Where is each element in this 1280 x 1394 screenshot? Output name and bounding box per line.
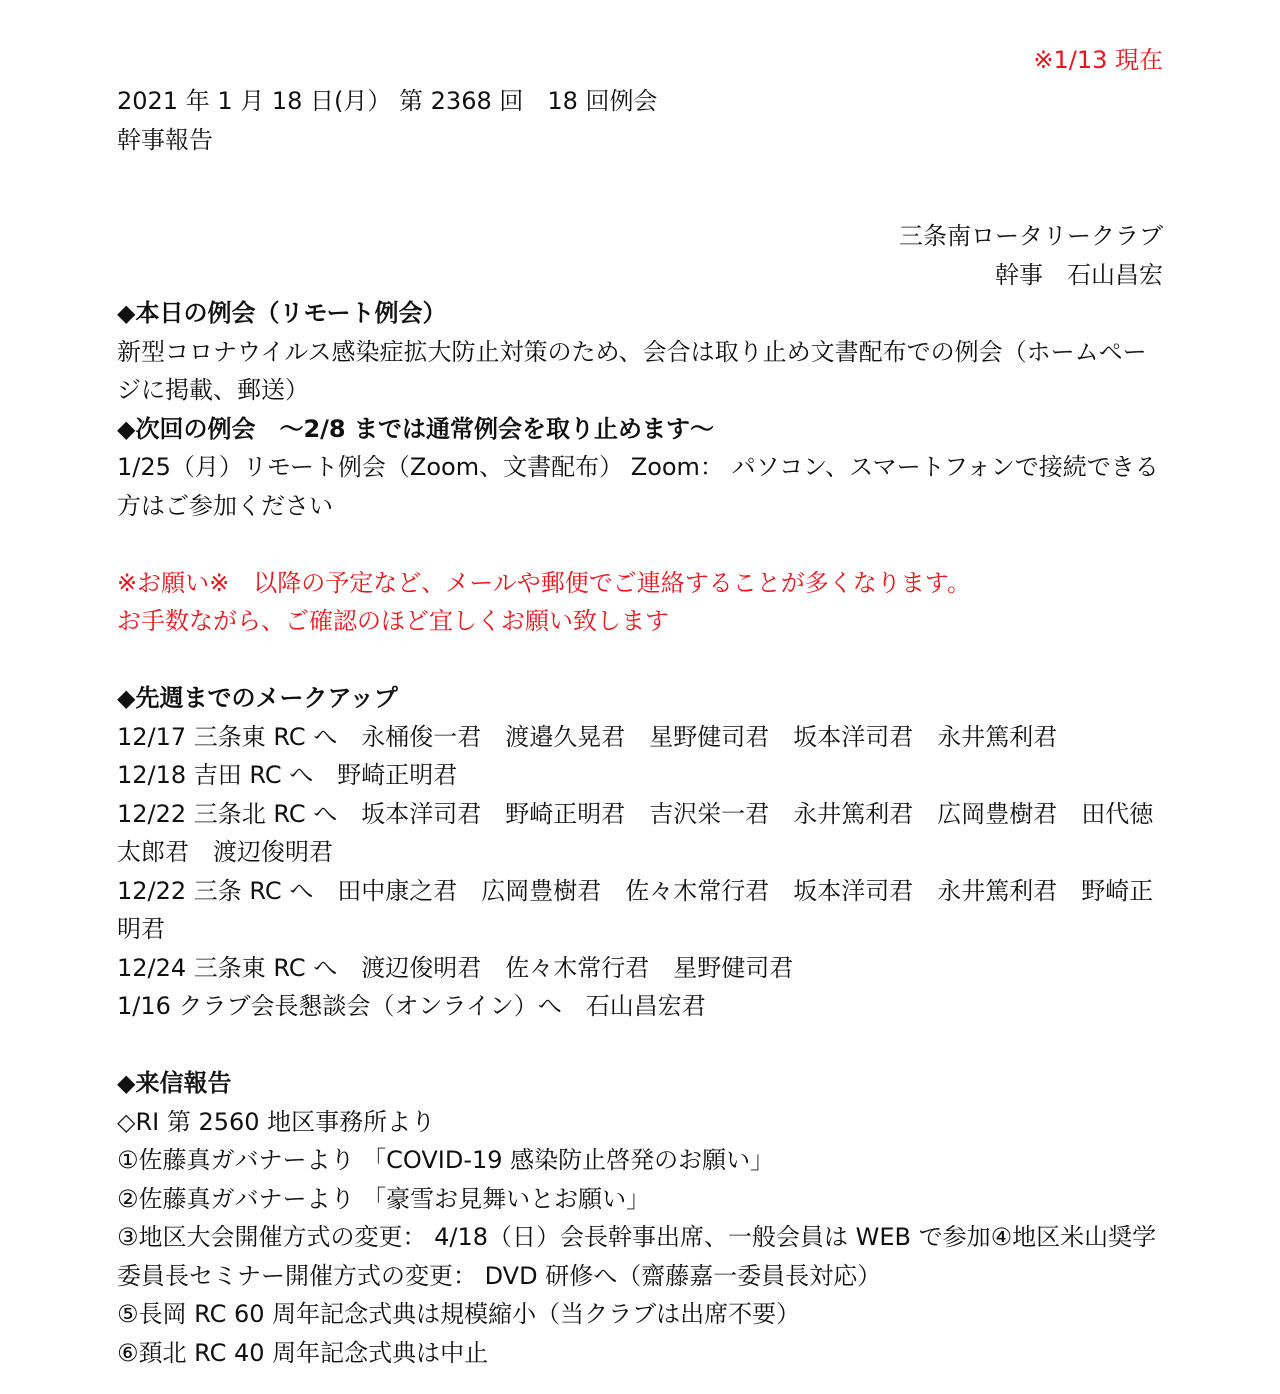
notice-line-1: ※お願い※ 以降の予定など、メールや郵便でご連絡することが多くなります。: [117, 568, 971, 597]
makeup-heading: ◆先週までのメークアップ: [117, 684, 398, 712]
makeup-item: 12/22 三条 RC へ 田中康之君 広岡豊樹君 佐々木常行君 坂本洋司君 永井篤利君 野崎正明君: [117, 876, 1154, 943]
notice-line-2: お手数ながら、ご確認のほど宜しくお願い致します: [117, 607, 669, 635]
makeup-item: 12/17 三条東 RC へ 永桶俊一君 渡邉久晃君 星野健司君 坂本洋司君 永井篤利君: [117, 722, 1058, 751]
next-meeting-heading: ◆次回の例会 ～2/8 までは通常例会を取り止めます～: [117, 414, 714, 443]
meeting-line: 2021 年 1 月 18 日(月） 第 2368 回 18 回例会: [117, 87, 658, 115]
correspondence-item: ③地区大会開催方式の変更： 4/18（日）会長幹事出席、一般会員は WEB で参加④地区米山奨学委員長セミナー開催方式の変更： DVD 研修へ（齋藤嘉一委員長対応）: [117, 1223, 1157, 1290]
makeup-item: 12/22 三条北 RC へ 坂本洋司君 野崎正明君 吉沢栄一君 永井篤利君 広岡豊樹君 田代徳太郎君 渡辺俊明君: [117, 799, 1154, 866]
today-meeting-heading: ◆本日の例会（リモート例会）: [117, 299, 447, 327]
next-meeting-body: 1/25（月）リモート例会（Zoom、文書配布） Zoom： パソコン、スマートフォンで接続できる方はご参加ください: [117, 453, 1159, 520]
correspondence-heading: ◆来信報告: [117, 1069, 232, 1097]
report-title: 幹事報告: [117, 125, 213, 154]
correspondence-item: ①佐藤真ガバナーより 「COVID-19 感染防止啓発のお願い」: [117, 1146, 775, 1174]
makeup-item: 12/24 三条東 RC へ 渡辺俊明君 佐々木常行君 星野健司君: [117, 953, 794, 982]
correspondence-source: ◇RI 第 2560 地区事務所より: [117, 1107, 436, 1136]
correspondence-item: ⑤長岡 RC 60 周年記念式典は規模縮小（当クラブは出席不要）: [117, 1300, 801, 1328]
document-page: [117, 0, 1163, 1394]
as-of-date: ※1/13 現在: [1033, 46, 1163, 74]
correspondence-item: ⑥頚北 RC 40 周年記念式典は中止: [117, 1338, 489, 1367]
secretary-name: 幹事 石山昌宏: [995, 260, 1163, 289]
correspondence-item: ②佐藤真ガバナーより 「豪雪お見舞いとお願い」: [117, 1184, 651, 1213]
makeup-item: 1/16 クラブ会長懇談会（オンライン）へ 石山昌宏君: [117, 992, 706, 1020]
club-name: 三条南ロータリークラブ: [899, 222, 1163, 250]
today-meeting-body: 新型コロナウイルス感染症拡大防止対策のため、会合は取り止め文書配布での例会（ホームページに掲載、郵送）: [117, 337, 1147, 404]
makeup-item: 12/18 吉田 RC へ 野崎正明君: [117, 761, 458, 789]
